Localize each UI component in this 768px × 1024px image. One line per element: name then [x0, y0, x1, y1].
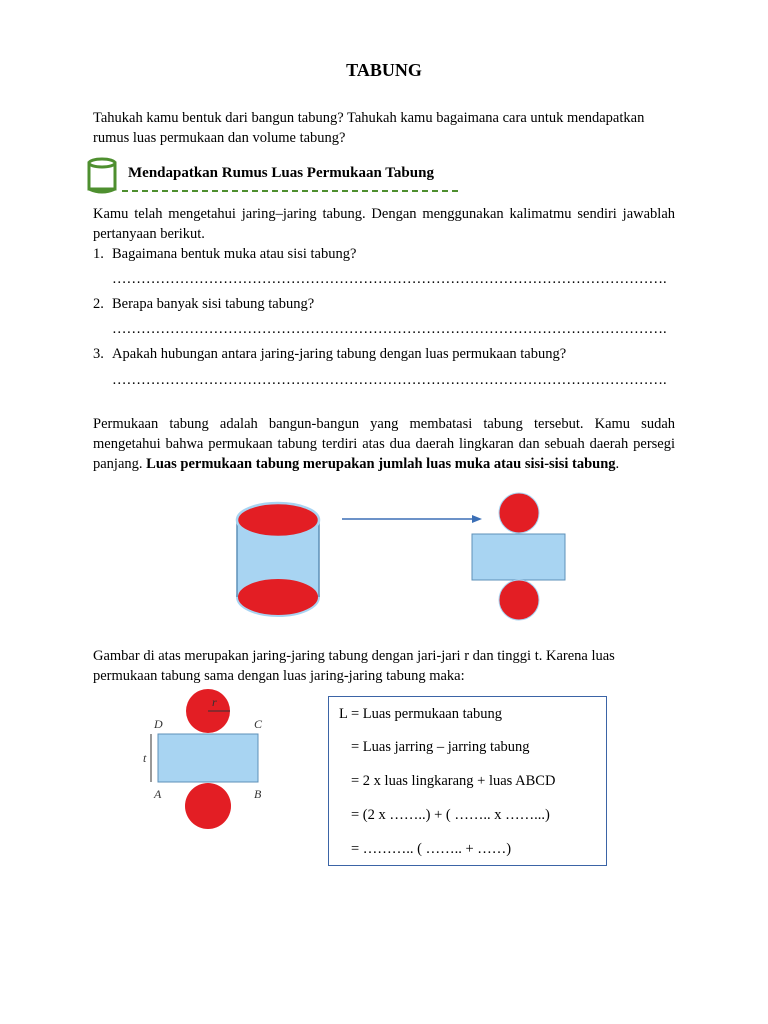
- question-2: [93, 294, 675, 314]
- figure-caption: Gambar di atas merupakan jaring-jaring tabung dengan jari-jari r dan tinggi t. Karena luas permukaan tabung sama dengan luas jaring-jaring tabung maka:: [93, 648, 615, 684]
- question-text: Berapa banyak sisi tabung tabung?: [112, 296, 315, 312]
- formula-line-2: = Luas jarring – jarring tabung: [351, 739, 530, 755]
- formula-line-4[interactable]: = (2 x ……..) + ( …….. x ……...): [351, 807, 550, 823]
- cylinder-icon: [86, 157, 120, 193]
- question-number: 1.: [93, 246, 104, 262]
- heading-underline: [122, 190, 458, 192]
- label-a: A: [154, 787, 162, 801]
- explanation-paragraph: [93, 414, 675, 474]
- question-text: Bagaimana bentuk muka atau sisi tabung?: [112, 246, 357, 262]
- formula-box: [328, 696, 607, 866]
- formula-line-5[interactable]: = ……….. ( …….. + ……): [351, 841, 512, 857]
- section-heading: Mendapatkan Rumus Luas Permukaan Tabung: [128, 165, 434, 181]
- question-3: [93, 344, 675, 364]
- label-d: D: [154, 717, 163, 731]
- answer-line-1[interactable]: …………………………………………………………………………………………………….: [112, 271, 667, 287]
- answer-line-2[interactable]: …………………………………………………………………………………………………….: [112, 321, 667, 337]
- labeled-net-figure: [140, 688, 280, 830]
- question-number: 3.: [93, 346, 104, 362]
- question-number: 2.: [93, 296, 104, 312]
- explanation-text: Permukaan tabung adalah bangun-bangun yang membatasi tabung tersebut. Kamu sudah mengetahui bahwa permukaan tabung terdiri atas dua daerah lingkaran dan sebuah daerah persegi panjang.: [93, 416, 675, 472]
- answer-line-3[interactable]: …………………………………………………………………………………………………….: [112, 372, 667, 388]
- label-t: t: [143, 751, 147, 765]
- label-b: B: [254, 787, 262, 801]
- instruction-paragraph: Kamu telah mengetahui jaring–jaring tabung. Dengan menggunakan kalimatmu sendiri jawablah pertanyaan berikut.: [93, 206, 675, 242]
- transform-arrow: [342, 512, 487, 526]
- cylinder-figure: [232, 500, 327, 628]
- explanation-end: .: [615, 456, 620, 472]
- net-figure: [470, 492, 568, 622]
- question-1: [93, 244, 675, 264]
- explanation-bold: Luas permukaan tabung merupakan jumlah luas muka atau sisi-sisi tabung: [146, 456, 616, 472]
- formula-line-1: L = Luas permukaan tabung: [339, 706, 503, 722]
- formula-line-3: = 2 x luas lingkarang + luas ABCD: [351, 773, 556, 789]
- label-r: r: [212, 695, 217, 709]
- question-text: Apakah hubungan antara jaring-jaring tabung dengan luas permukaan tabung?: [112, 346, 567, 362]
- page-title: TABUNG: [346, 60, 422, 80]
- label-c: C: [254, 717, 263, 731]
- intro-paragraph: Tahukah kamu bentuk dari bangun tabung? Tahukah kamu bagaimana cara untuk mendapatkan rumus luas permukaan dan volume tabung?: [93, 110, 645, 146]
